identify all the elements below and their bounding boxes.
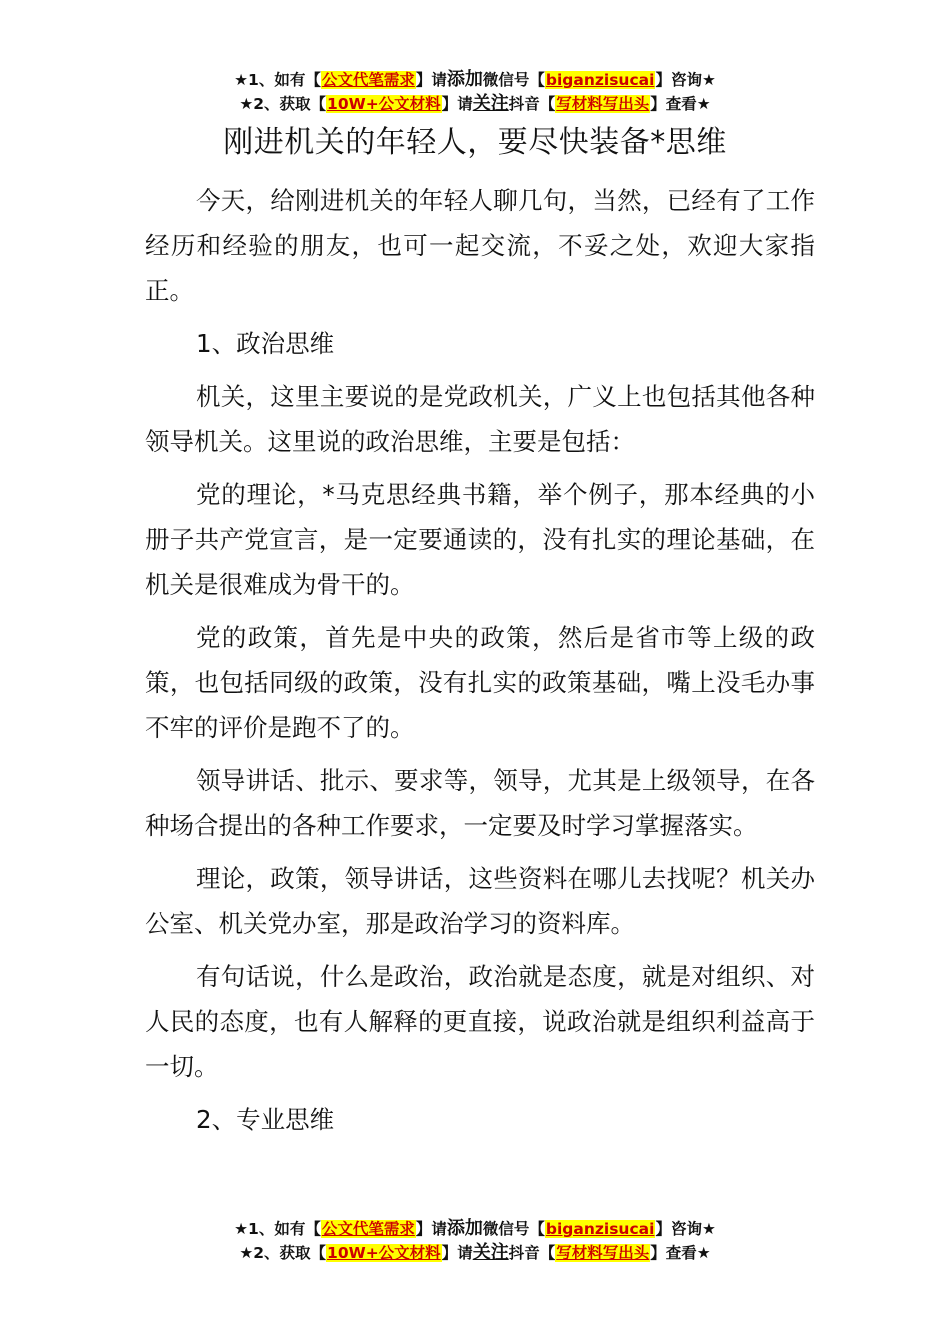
banner-line-1: ★1、如有【公文代笔需求】请添加微信号【biganzisucai】咨询★ [234, 1218, 716, 1239]
wechat-id-link[interactable]: biganzisucai [545, 1220, 655, 1238]
banner-line-1: ★1、如有【公文代笔需求】请添加微信号【biganzisucai】咨询★ [234, 69, 716, 90]
douyin-account-link[interactable]: 写材料写出头 [556, 95, 650, 113]
banner-line-2: ★2、获取【10W+公文材料】请关注抖音【写材料写出头】查看★ [239, 93, 711, 114]
wechat-id-link[interactable]: biganzisucai [545, 71, 655, 89]
highlight-ghostwriting: 公文代笔需求 [321, 1220, 415, 1238]
highlight-materials: 10W+公文材料 [327, 1244, 441, 1262]
paragraph: 党的理论，*马克思经典书籍，举个例子，那本经典的小册子共产党宣言，是一定要通读的，没有扎实的理论基础，在机关是很难成为骨干的。 [145, 480, 815, 599]
section-heading-political: 1、政治思维 [196, 329, 335, 358]
banner-line-2: ★2、获取【10W+公文材料】请关注抖音【写材料写出头】查看★ [239, 1242, 711, 1263]
paragraph-intro: 今天，给刚进机关的年轻人聊几句，当然，已经有了工作经历和经验的朋友，也可一起交流，不妥之处，欢迎大家指正。 [145, 186, 815, 305]
document-title: 刚进机关的年轻人，要尽快装备*思维 [223, 125, 727, 160]
paragraph: 领导讲话、批示、要求等，领导，尤其是上级领导，在各种场合提出的各种工作要求，一定要及时学习掌握落实。 [145, 766, 815, 840]
highlight-ghostwriting: 公文代笔需求 [321, 71, 415, 89]
highlight-materials: 10W+公文材料 [327, 95, 441, 113]
document-body [145, 178, 815, 1150]
footer-banner [0, 1217, 950, 1265]
paragraph: 有句话说，什么是政治，政治就是态度，就是对组织、对人民的态度，也有人解释的更直接，说政治就是组织利益高于一切。 [145, 962, 815, 1081]
paragraph: 机关，这里主要说的是党政机关，广义上也包括其他各种领导机关。这里说的政治思维，主要是包括： [145, 382, 815, 456]
paragraph: 党的政策，首先是中央的政策，然后是省市等上级的政策，也包括同级的政策，没有扎实的政策基础，嘴上没毛办事不牢的评价是跑不了的。 [145, 623, 815, 742]
header-banner [0, 68, 950, 116]
douyin-account-link[interactable]: 写材料写出头 [556, 1244, 650, 1262]
section-heading-professional: 2、专业思维 [196, 1105, 335, 1134]
paragraph: 理论，政策，领导讲话，这些资料在哪儿去找呢？机关办公室、机关党办室，那是政治学习的资料库。 [145, 864, 815, 938]
